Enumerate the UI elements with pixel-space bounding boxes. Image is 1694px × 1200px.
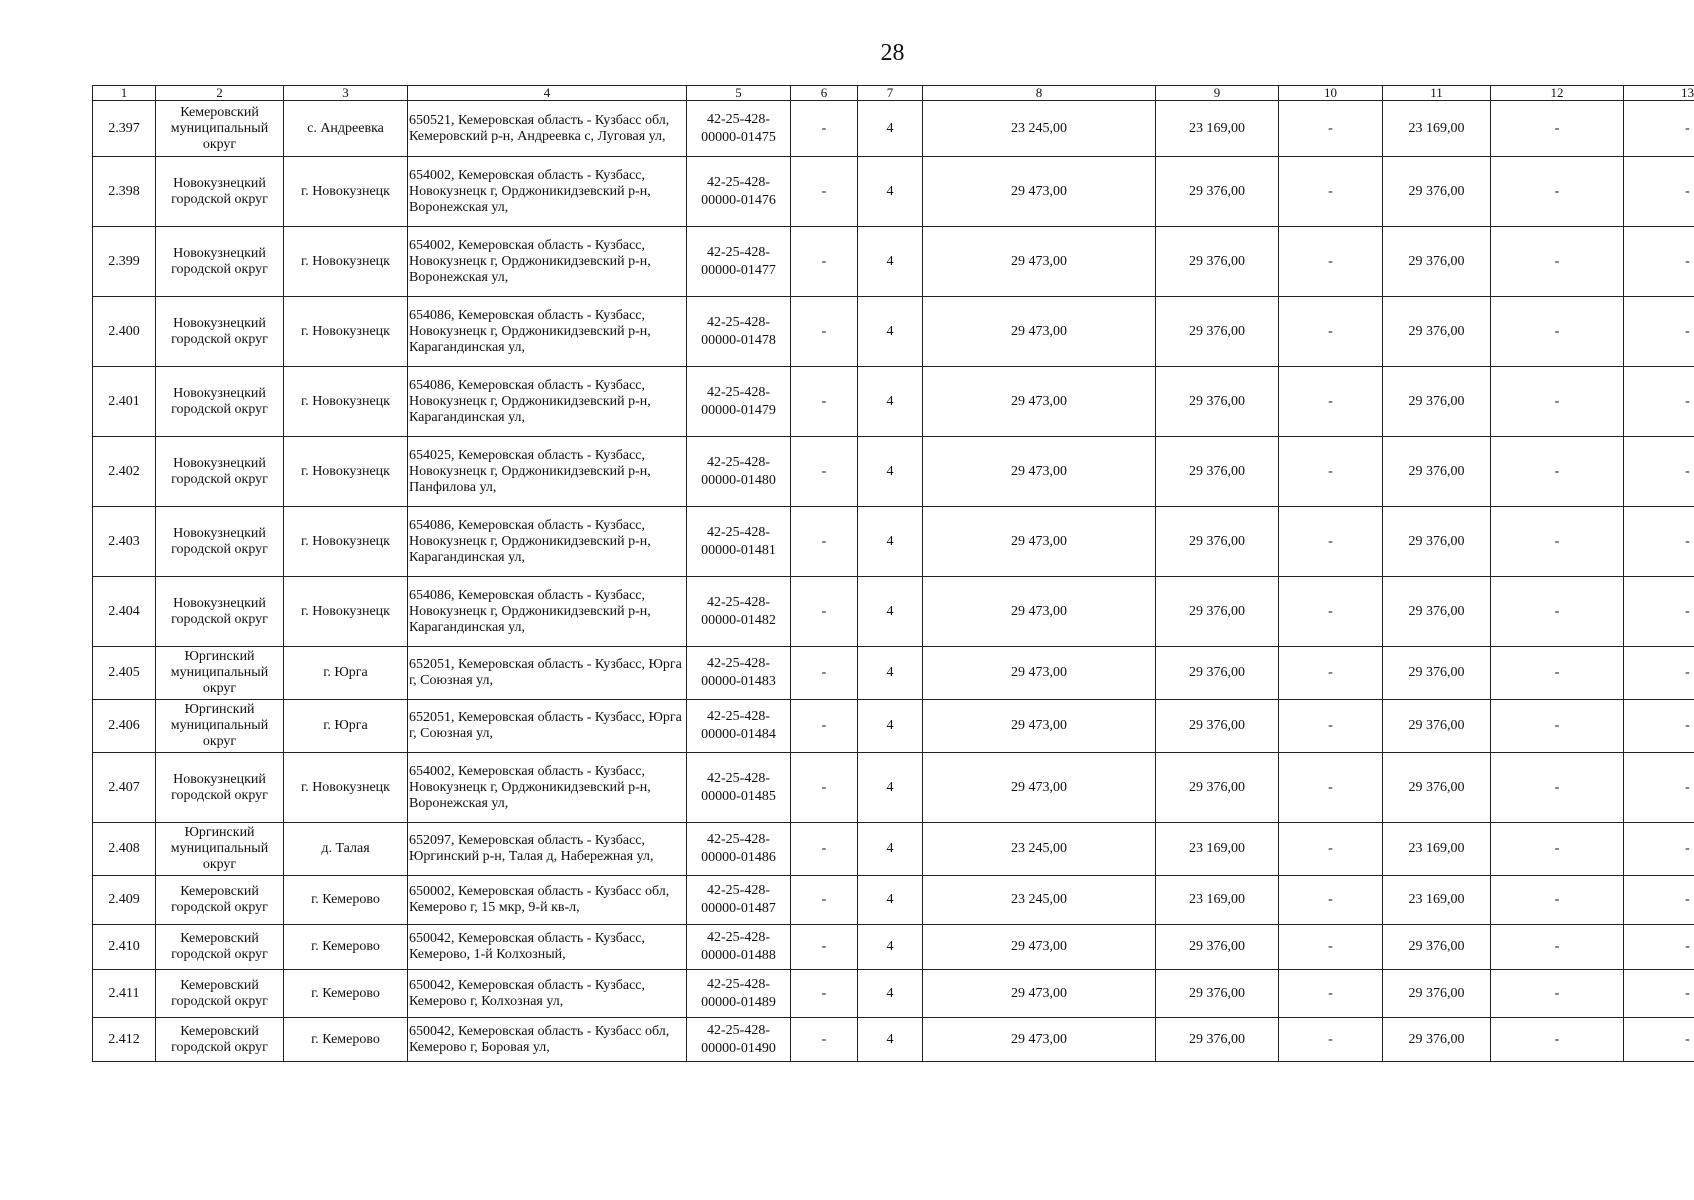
cell-col-10: -	[1279, 101, 1383, 157]
cell-col-9: 29 376,00	[1156, 700, 1279, 753]
cell-col-6: -	[791, 437, 858, 507]
cell-col-6: -	[791, 577, 858, 647]
district-name: Новокузнецкий городской округ	[156, 157, 284, 227]
cell-col-12: -	[1491, 925, 1624, 970]
row-number: 2.397	[93, 101, 156, 157]
cadastral-code: 42-25-428-00000-01490	[687, 1018, 791, 1062]
cell-col-7: 4	[858, 297, 923, 367]
address: 654086, Кемеровская область - Кузбасс, Новокузнецк г, Орджоникидзевский р-н, Карагандинская ул,	[408, 297, 687, 367]
table-row	[93, 970, 1694, 1018]
cell-col-8: 29 473,00	[923, 437, 1156, 507]
cell-col-6: -	[791, 507, 858, 577]
cell-col-11: 29 376,00	[1383, 970, 1491, 1018]
cell-col-11: 29 376,00	[1383, 647, 1491, 700]
row-number: 2.405	[93, 647, 156, 700]
table-row	[93, 507, 1694, 577]
cadastral-code: 42-25-428-00000-01477	[687, 227, 791, 297]
cell-col-8: 29 473,00	[923, 507, 1156, 577]
cadastral-code: 42-25-428-00000-01486	[687, 823, 791, 876]
cell-col-9: 29 376,00	[1156, 925, 1279, 970]
cell-col-13: -	[1624, 925, 1694, 970]
column-header: 11	[1383, 86, 1491, 101]
cell-col-11: 23 169,00	[1383, 823, 1491, 876]
cell-col-11: 29 376,00	[1383, 437, 1491, 507]
cell-col-8: 23 245,00	[923, 876, 1156, 925]
district-name: Юргинский муниципальный округ	[156, 647, 284, 700]
cell-col-12: -	[1491, 297, 1624, 367]
cell-col-7: 4	[858, 700, 923, 753]
cell-col-11: 29 376,00	[1383, 1018, 1491, 1062]
cadastral-code: 42-25-428-00000-01487	[687, 876, 791, 925]
cell-col-6: -	[791, 753, 858, 823]
table-row	[93, 647, 1694, 700]
cell-col-8: 23 245,00	[923, 823, 1156, 876]
district-name: Новокузнецкий городской округ	[156, 297, 284, 367]
cell-col-10: -	[1279, 925, 1383, 970]
table-row	[93, 101, 1694, 157]
cell-col-8: 29 473,00	[923, 157, 1156, 227]
address: 650002, Кемеровская область - Кузбасс обл, Кемерово г, 15 мкр, 9-й кв-л,	[408, 876, 687, 925]
cell-col-10: -	[1279, 1018, 1383, 1062]
address: 650521, Кемеровская область - Кузбасс обл, Кемеровский р-н, Андреевка с, Луговая ул,	[408, 101, 687, 157]
cell-col-13: -	[1624, 437, 1694, 507]
cell-col-7: 4	[858, 227, 923, 297]
row-number: 2.411	[93, 970, 156, 1018]
cell-col-10: -	[1279, 157, 1383, 227]
cell-col-10: -	[1279, 437, 1383, 507]
cadastral-code: 42-25-428-00000-01476	[687, 157, 791, 227]
cell-col-8: 29 473,00	[923, 970, 1156, 1018]
settlement-name: г. Новокузнецк	[284, 507, 408, 577]
cadastral-code: 42-25-428-00000-01482	[687, 577, 791, 647]
settlement-name: г. Новокузнецк	[284, 157, 408, 227]
column-header: 13	[1624, 86, 1694, 101]
column-header: 3	[284, 86, 408, 101]
settlement-name: г. Кемерово	[284, 876, 408, 925]
cell-col-6: -	[791, 297, 858, 367]
cell-col-9: 29 376,00	[1156, 753, 1279, 823]
cell-col-8: 29 473,00	[923, 925, 1156, 970]
cell-col-11: 29 376,00	[1383, 157, 1491, 227]
cell-col-11: 29 376,00	[1383, 925, 1491, 970]
row-number: 2.400	[93, 297, 156, 367]
district-name: Новокузнецкий городской округ	[156, 367, 284, 437]
address: 652097, Кемеровская область - Кузбасс, Юргинский р-н, Талая д, Набережная ул,	[408, 823, 687, 876]
column-header: 5	[687, 86, 791, 101]
cell-col-11: 29 376,00	[1383, 367, 1491, 437]
cell-col-12: -	[1491, 367, 1624, 437]
settlement-name: г. Новокузнецк	[284, 577, 408, 647]
cell-col-6: -	[791, 970, 858, 1018]
cell-col-7: 4	[858, 577, 923, 647]
address: 654002, Кемеровская область - Кузбасс, Новокузнецк г, Орджоникидзевский р-н, Воронежская ул,	[408, 227, 687, 297]
cell-col-6: -	[791, 1018, 858, 1062]
district-name: Кемеровский городской округ	[156, 970, 284, 1018]
table-row	[93, 227, 1694, 297]
cell-col-9: 29 376,00	[1156, 437, 1279, 507]
cell-col-10: -	[1279, 297, 1383, 367]
address: 654025, Кемеровская область - Кузбасс, Новокузнецк г, Орджоникидзевский р-н, Панфилова ул,	[408, 437, 687, 507]
cell-col-9: 29 376,00	[1156, 970, 1279, 1018]
column-header: 2	[156, 86, 284, 101]
cell-col-6: -	[791, 157, 858, 227]
cell-col-9: 29 376,00	[1156, 227, 1279, 297]
cell-col-7: 4	[858, 1018, 923, 1062]
settlement-name: г. Новокузнецк	[284, 367, 408, 437]
cell-col-11: 29 376,00	[1383, 577, 1491, 647]
settlement-name: г. Новокузнецк	[284, 227, 408, 297]
cell-col-9: 29 376,00	[1156, 157, 1279, 227]
cell-col-11: 23 169,00	[1383, 876, 1491, 925]
address: 650042, Кемеровская область - Кузбасс обл, Кемерово г, Боровая ул,	[408, 1018, 687, 1062]
cell-col-8: 29 473,00	[923, 753, 1156, 823]
cell-col-13: -	[1624, 700, 1694, 753]
cell-col-7: 4	[858, 925, 923, 970]
cell-col-10: -	[1279, 227, 1383, 297]
row-number: 2.402	[93, 437, 156, 507]
settlement-name: г. Новокузнецк	[284, 753, 408, 823]
column-header: 12	[1491, 86, 1624, 101]
cadastral-code: 42-25-428-00000-01484	[687, 700, 791, 753]
row-number: 2.409	[93, 876, 156, 925]
cell-col-13: -	[1624, 297, 1694, 367]
row-number: 2.410	[93, 925, 156, 970]
cell-col-13: -	[1624, 367, 1694, 437]
cell-col-6: -	[791, 823, 858, 876]
cadastral-code: 42-25-428-00000-01485	[687, 753, 791, 823]
cell-col-7: 4	[858, 367, 923, 437]
table-row	[93, 700, 1694, 753]
column-number-row	[93, 86, 1694, 101]
registry-table	[92, 85, 1694, 1062]
address: 654002, Кемеровская область - Кузбасс, Новокузнецк г, Орджоникидзевский р-н, Воронежская ул,	[408, 753, 687, 823]
address: 650042, Кемеровская область - Кузбасс, Кемерово г, Колхозная ул,	[408, 970, 687, 1018]
address: 652051, Кемеровская область - Кузбасс, Юрга г, Союзная ул,	[408, 700, 687, 753]
cell-col-9: 23 169,00	[1156, 823, 1279, 876]
cell-col-9: 23 169,00	[1156, 101, 1279, 157]
settlement-name: г. Кемерово	[284, 925, 408, 970]
cell-col-7: 4	[858, 970, 923, 1018]
cell-col-10: -	[1279, 700, 1383, 753]
cell-col-12: -	[1491, 700, 1624, 753]
cell-col-13: -	[1624, 753, 1694, 823]
cell-col-12: -	[1491, 101, 1624, 157]
district-name: Новокузнецкий городской округ	[156, 227, 284, 297]
column-header: 10	[1279, 86, 1383, 101]
cell-col-6: -	[791, 700, 858, 753]
settlement-name: г. Юрга	[284, 647, 408, 700]
cadastral-code: 42-25-428-00000-01483	[687, 647, 791, 700]
cell-col-10: -	[1279, 970, 1383, 1018]
column-header: 6	[791, 86, 858, 101]
cell-col-11: 29 376,00	[1383, 507, 1491, 577]
settlement-name: г. Новокузнецк	[284, 297, 408, 367]
row-number: 2.403	[93, 507, 156, 577]
cell-col-6: -	[791, 925, 858, 970]
row-number: 2.407	[93, 753, 156, 823]
address: 654002, Кемеровская область - Кузбасс, Новокузнецк г, Орджоникидзевский р-н, Воронежская ул,	[408, 157, 687, 227]
cell-col-11: 29 376,00	[1383, 700, 1491, 753]
cadastral-code: 42-25-428-00000-01479	[687, 367, 791, 437]
row-number: 2.398	[93, 157, 156, 227]
district-name: Кемеровский городской округ	[156, 1018, 284, 1062]
column-header: 9	[1156, 86, 1279, 101]
address: 652051, Кемеровская область - Кузбасс, Юрга г, Союзная ул,	[408, 647, 687, 700]
table-row	[93, 367, 1694, 437]
cell-col-13: -	[1624, 1018, 1694, 1062]
cell-col-9: 29 376,00	[1156, 297, 1279, 367]
column-header: 4	[408, 86, 687, 101]
page-number: 28	[880, 40, 905, 66]
cell-col-11: 29 376,00	[1383, 297, 1491, 367]
cell-col-10: -	[1279, 823, 1383, 876]
cell-col-11: 29 376,00	[1383, 753, 1491, 823]
cell-col-13: -	[1624, 577, 1694, 647]
cell-col-12: -	[1491, 970, 1624, 1018]
cell-col-10: -	[1279, 507, 1383, 577]
address: 654086, Кемеровская область - Кузбасс, Новокузнецк г, Орджоникидзевский р-н, Карагандинская ул,	[408, 507, 687, 577]
cell-col-12: -	[1491, 823, 1624, 876]
cell-col-7: 4	[858, 647, 923, 700]
cell-col-10: -	[1279, 367, 1383, 437]
district-name: Юргинский муниципальный округ	[156, 700, 284, 753]
cell-col-6: -	[791, 227, 858, 297]
cadastral-code: 42-25-428-00000-01488	[687, 925, 791, 970]
row-number: 2.406	[93, 700, 156, 753]
district-name: Новокузнецкий городской округ	[156, 437, 284, 507]
cell-col-8: 29 473,00	[923, 647, 1156, 700]
cadastral-code: 42-25-428-00000-01489	[687, 970, 791, 1018]
table-row	[93, 157, 1694, 227]
cell-col-8: 29 473,00	[923, 1018, 1156, 1062]
cell-col-12: -	[1491, 647, 1624, 700]
cell-col-7: 4	[858, 157, 923, 227]
cell-col-13: -	[1624, 101, 1694, 157]
cell-col-7: 4	[858, 437, 923, 507]
cell-col-13: -	[1624, 507, 1694, 577]
cadastral-code: 42-25-428-00000-01478	[687, 297, 791, 367]
settlement-name: г. Кемерово	[284, 1018, 408, 1062]
cell-col-11: 23 169,00	[1383, 101, 1491, 157]
settlement-name: д. Талая	[284, 823, 408, 876]
table-row	[93, 437, 1694, 507]
cell-col-8: 29 473,00	[923, 700, 1156, 753]
district-name: Кемеровский городской округ	[156, 876, 284, 925]
cell-col-13: -	[1624, 227, 1694, 297]
cell-col-9: 23 169,00	[1156, 876, 1279, 925]
cadastral-code: 42-25-428-00000-01475	[687, 101, 791, 157]
district-name: Новокузнецкий городской округ	[156, 577, 284, 647]
cell-col-7: 4	[858, 823, 923, 876]
table-row	[93, 753, 1694, 823]
cell-col-9: 29 376,00	[1156, 367, 1279, 437]
cell-col-6: -	[791, 367, 858, 437]
cell-col-8: 29 473,00	[923, 297, 1156, 367]
cell-col-8: 23 245,00	[923, 101, 1156, 157]
cadastral-code: 42-25-428-00000-01481	[687, 507, 791, 577]
district-name: Новокузнецкий городской округ	[156, 507, 284, 577]
row-number: 2.408	[93, 823, 156, 876]
row-number: 2.412	[93, 1018, 156, 1062]
cell-col-7: 4	[858, 753, 923, 823]
column-header: 8	[923, 86, 1156, 101]
table-body	[93, 101, 1694, 1062]
cell-col-12: -	[1491, 157, 1624, 227]
settlement-name: г. Кемерово	[284, 970, 408, 1018]
cell-col-13: -	[1624, 876, 1694, 925]
cell-col-10: -	[1279, 647, 1383, 700]
cell-col-12: -	[1491, 227, 1624, 297]
cell-col-9: 29 376,00	[1156, 647, 1279, 700]
cell-col-10: -	[1279, 753, 1383, 823]
row-number: 2.404	[93, 577, 156, 647]
cell-col-13: -	[1624, 157, 1694, 227]
district-name: Новокузнецкий городской округ	[156, 753, 284, 823]
settlement-name: г. Новокузнецк	[284, 437, 408, 507]
cell-col-11: 29 376,00	[1383, 227, 1491, 297]
table-row	[93, 823, 1694, 876]
table-row	[93, 577, 1694, 647]
settlement-name: г. Юрга	[284, 700, 408, 753]
cell-col-6: -	[791, 876, 858, 925]
cell-col-12: -	[1491, 1018, 1624, 1062]
row-number: 2.399	[93, 227, 156, 297]
district-name: Кемеровский муниципальный округ	[156, 101, 284, 157]
cell-col-10: -	[1279, 577, 1383, 647]
cell-col-8: 29 473,00	[923, 227, 1156, 297]
cell-col-12: -	[1491, 753, 1624, 823]
cell-col-9: 29 376,00	[1156, 577, 1279, 647]
table-row	[93, 925, 1694, 970]
district-name: Кемеровский городской округ	[156, 925, 284, 970]
cell-col-12: -	[1491, 577, 1624, 647]
cell-col-10: -	[1279, 876, 1383, 925]
cell-col-6: -	[791, 101, 858, 157]
table-row	[93, 1018, 1694, 1062]
table-row	[93, 876, 1694, 925]
cell-col-13: -	[1624, 823, 1694, 876]
cell-col-12: -	[1491, 507, 1624, 577]
district-name: Юргинский муниципальный округ	[156, 823, 284, 876]
address: 654086, Кемеровская область - Кузбасс, Новокузнецк г, Орджоникидзевский р-н, Карагандинская ул,	[408, 577, 687, 647]
table-row	[93, 297, 1694, 367]
cell-col-12: -	[1491, 876, 1624, 925]
address: 654086, Кемеровская область - Кузбасс, Новокузнецк г, Орджоникидзевский р-н, Карагандинская ул,	[408, 367, 687, 437]
column-header: 7	[858, 86, 923, 101]
cell-col-7: 4	[858, 101, 923, 157]
row-number: 2.401	[93, 367, 156, 437]
cell-col-7: 4	[858, 876, 923, 925]
address: 650042, Кемеровская область - Кузбасс, Кемерово, 1-й Колхозный,	[408, 925, 687, 970]
settlement-name: с. Андреевка	[284, 101, 408, 157]
cell-col-9: 29 376,00	[1156, 1018, 1279, 1062]
cell-col-13: -	[1624, 647, 1694, 700]
cell-col-6: -	[791, 647, 858, 700]
cell-col-8: 29 473,00	[923, 577, 1156, 647]
cell-col-7: 4	[858, 507, 923, 577]
cell-col-9: 29 376,00	[1156, 507, 1279, 577]
cell-col-13: -	[1624, 970, 1694, 1018]
cadastral-code: 42-25-428-00000-01480	[687, 437, 791, 507]
column-header: 1	[93, 86, 156, 101]
cell-col-12: -	[1491, 437, 1624, 507]
cell-col-8: 29 473,00	[923, 367, 1156, 437]
